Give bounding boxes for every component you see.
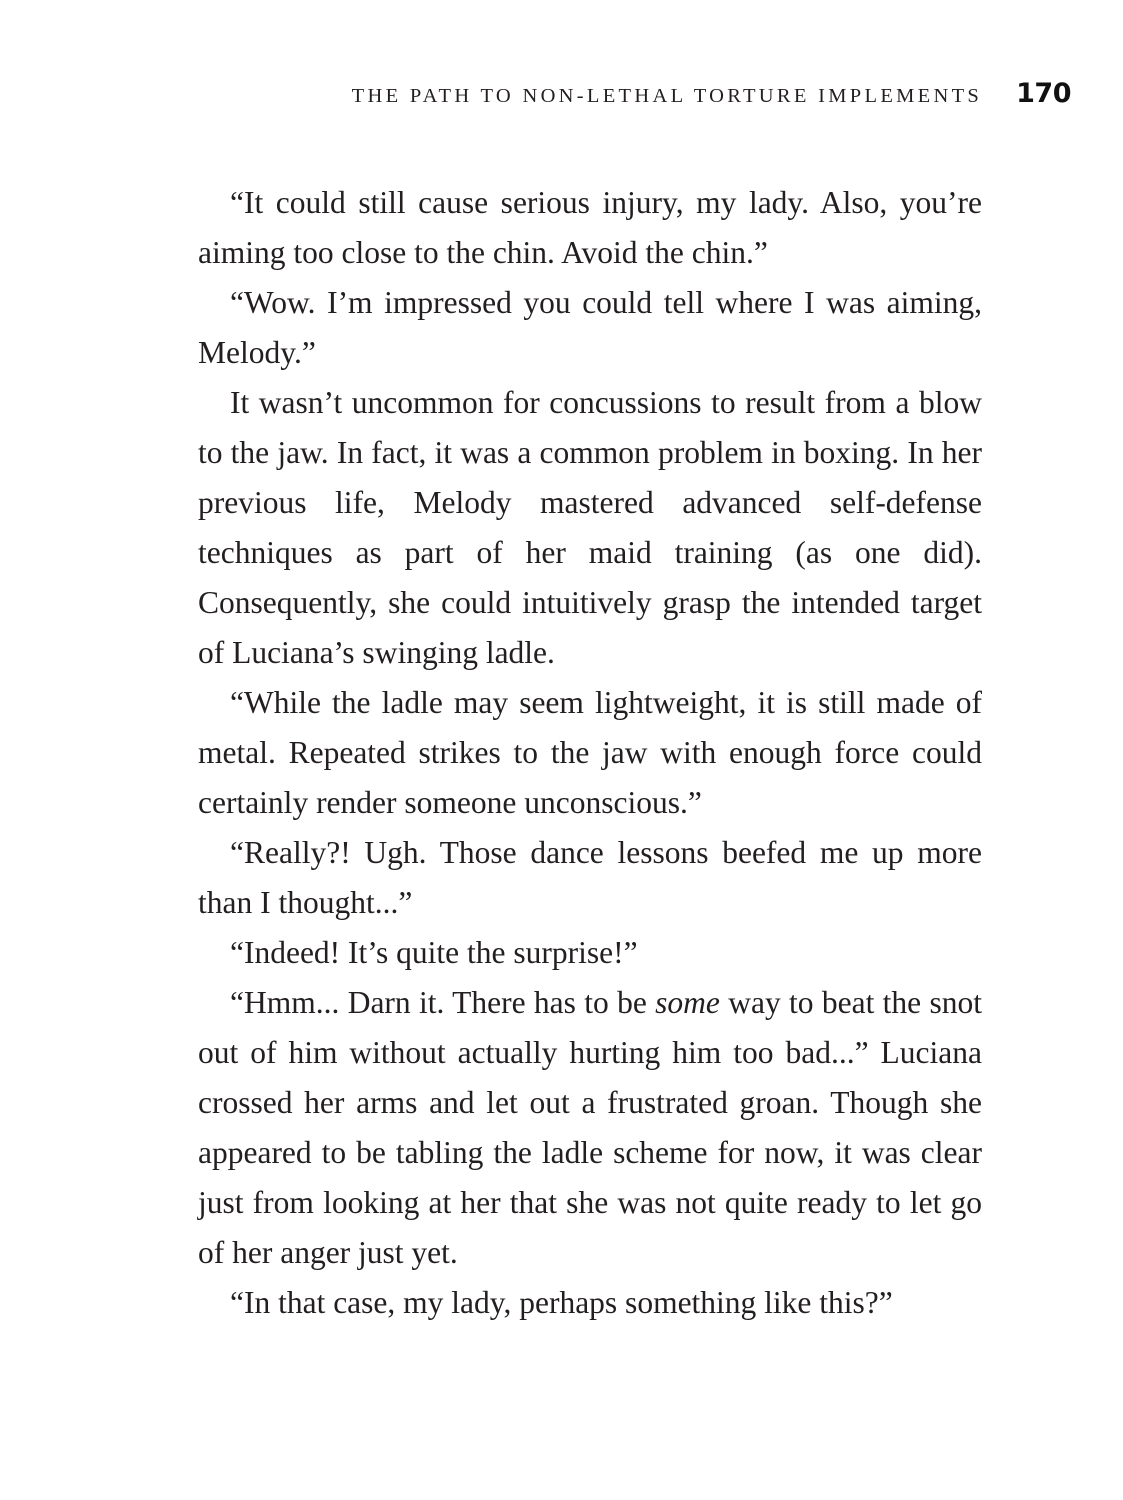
running-header [352, 78, 1071, 109]
body-text [198, 178, 982, 1328]
emphasized-word: some [655, 985, 720, 1020]
paragraph: It wasn’t uncommon for concussions to result from a blow to the jaw. In fact, it was a common problem in boxing. In her previous life, Melody mastered advanced self-defense techniques as part of her maid training (as one did). Consequently, she could intuitively grasp the intended target of Luciana’s swinging ladle. [198, 385, 982, 670]
paragraph: “Wow. I’m impressed you could tell where I was aiming, Melody.” [198, 285, 982, 370]
paragraph: “Indeed! It’s quite the surprise!” [230, 935, 638, 970]
paragraph: “Really?! Ugh. Those dance lessons beefed me up more than I thought...” [198, 835, 982, 920]
paragraph: “While the ladle may seem lightweight, it is still made of metal. Repeated strikes to the jaw with enough force could certainly render someone unconscious.” [198, 685, 982, 820]
paragraph: “In that case, my lady, perhaps something like this?” [230, 1285, 893, 1320]
paragraph-text: “Hmm... Darn it. There has to be [230, 985, 656, 1020]
running-title: THE PATH TO NON-LETHAL TORTURE IMPLEMENTS [351, 85, 983, 107]
page-number: 170 [1016, 78, 1071, 109]
paragraph-text: way to beat the snot out of him without actually hurting him too bad...” Luciana crossed her arms and let out a frustrated groan. Though she appeared to be tabling the ladle scheme for now, it was clear just from looking at her that she was not quite ready to let go of her anger just yet. [198, 985, 982, 1270]
paragraph: “It could still cause serious injury, my lady. Also, you’re aiming too close to the chin. Avoid the chin.” [198, 185, 982, 270]
paragraph [198, 978, 982, 1278]
